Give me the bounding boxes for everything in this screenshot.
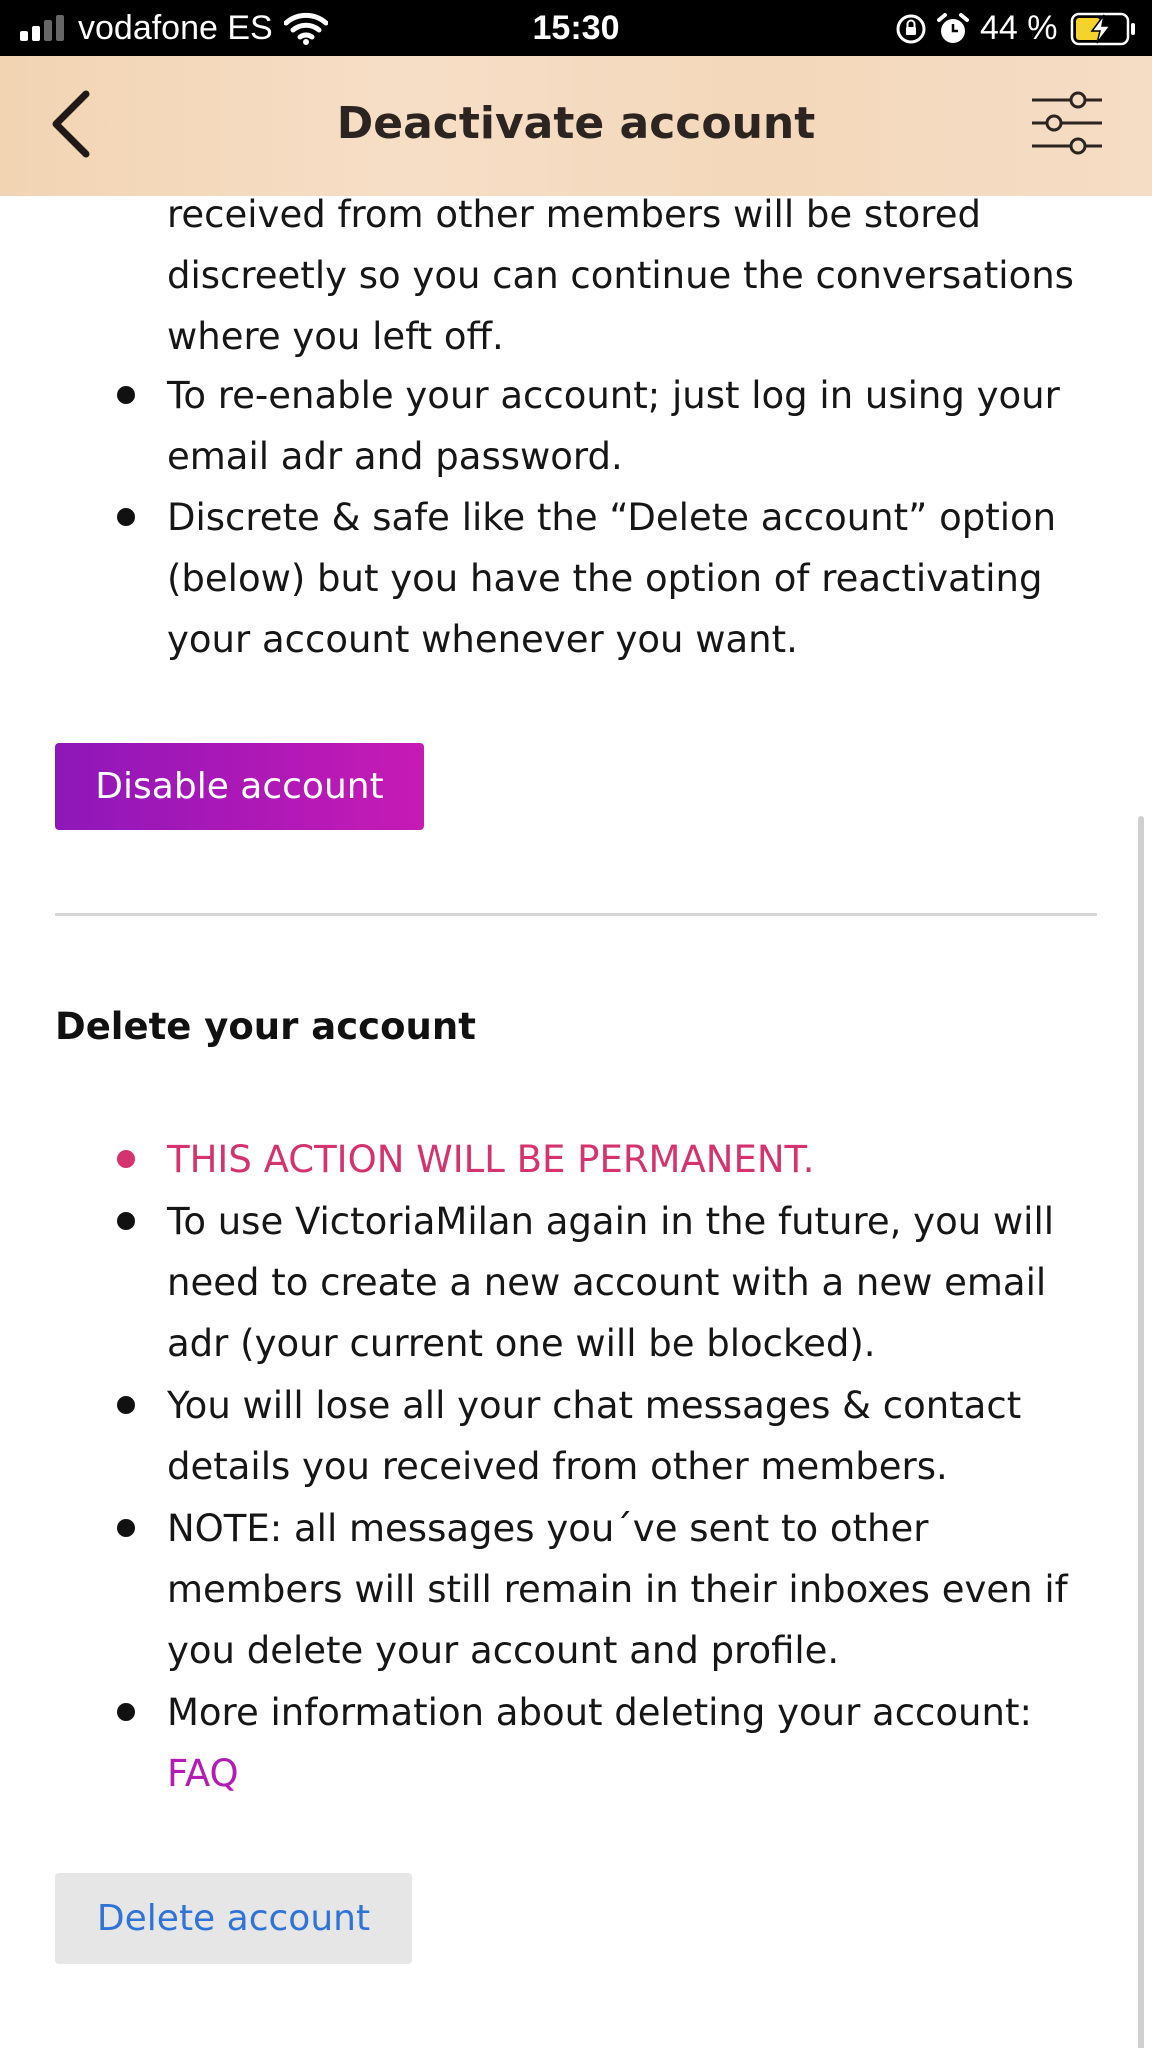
bullet-icon: [117, 508, 135, 526]
list-item: To re-enable your account; just log in using your email adr and password.: [167, 374, 1060, 478]
bullet-icon: [117, 1212, 135, 1230]
list-item: You will lose all your chat messages & contact details you received from other members.: [167, 1384, 1022, 1488]
content-scroll-area[interactable]: [0, 196, 1152, 2048]
app-header: [0, 56, 1152, 196]
list-item: NOTE: all messages you´ve sent to other members will still remain in their inboxes even if you delete your account and profile.: [167, 1507, 1068, 1672]
battery-charging-icon: [1070, 12, 1136, 46]
carrier-name: vodafone ES: [78, 9, 273, 47]
list-item: To use VictoriaMilan again in the future, you will need to create a new account with a new email adr (your current one will be blocked).: [167, 1200, 1055, 1365]
bullet-icon: [117, 1150, 135, 1168]
bullet-icon: [117, 1703, 135, 1721]
clock-time: 15:30: [532, 9, 620, 47]
orientation-lock-icon: [895, 13, 927, 45]
status-bar: [0, 0, 1152, 56]
bullet-icon: [117, 1396, 135, 1414]
bullet-icon: [117, 1519, 135, 1537]
list-item: [167, 1682, 1107, 1804]
scrollbar[interactable]: [1138, 816, 1144, 2048]
faq-link[interactable]: FAQ: [167, 1752, 239, 1795]
delete-account-button[interactable]: Delete account: [55, 1873, 412, 1964]
page-title: Deactivate account: [336, 98, 816, 149]
list-item: received from other members will be stored discreetly so you can continue the conversations where you left off.: [167, 196, 1074, 358]
delete-section-heading: Delete your account: [55, 1005, 476, 1048]
battery-percentage: 44 %: [980, 9, 1058, 47]
list-item: Discrete & safe like the “Delete account” option (below) but you have the option of reactivating your account whenever you want.: [167, 496, 1057, 661]
bullet-icon: [117, 386, 135, 404]
faq-intro-text: More information about deleting your account:: [167, 1691, 1032, 1734]
section-divider: [55, 913, 1097, 916]
alarm-icon: [936, 12, 970, 46]
warning-text: THIS ACTION WILL BE PERMANENT.: [167, 1138, 815, 1181]
sliders-icon[interactable]: [1030, 86, 1104, 160]
disable-account-button[interactable]: Disable account: [55, 743, 424, 830]
